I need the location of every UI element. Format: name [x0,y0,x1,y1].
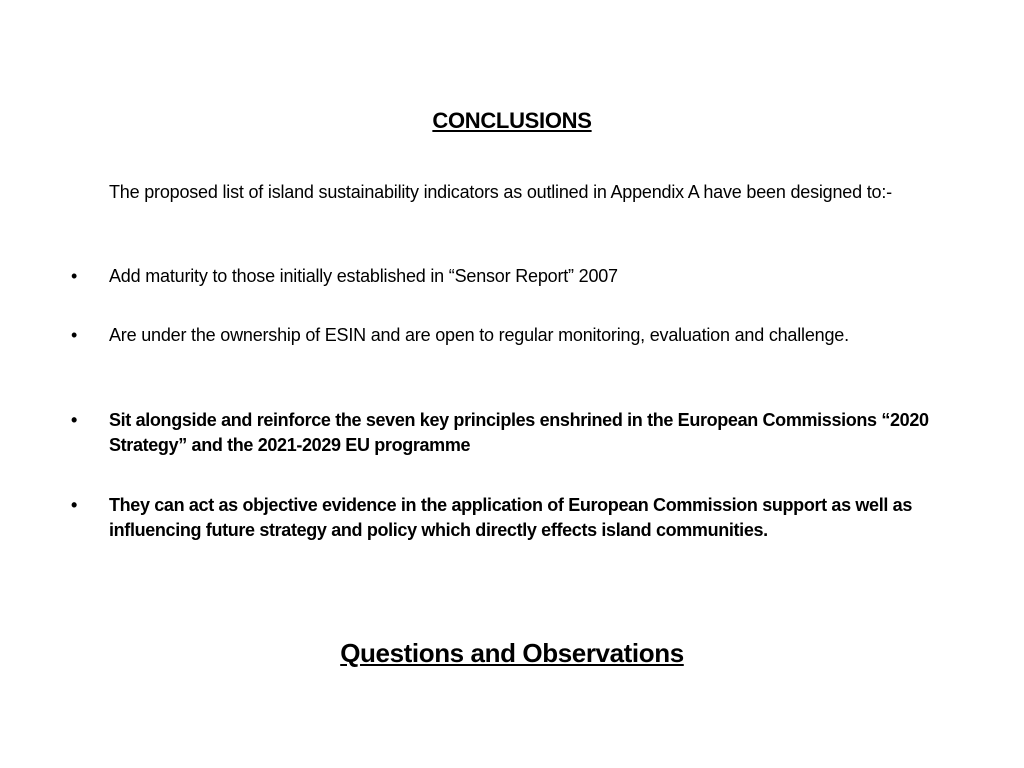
bullet-icon: • [71,266,78,286]
bullet-text: Are under the ownership of ESIN and are open to regular monitoring, evaluation and challenge. [109,325,849,345]
bullet-text: Add maturity to those initially established in “Sensor Report” 2007 [109,266,618,286]
intro-paragraph: The proposed list of island sustainability indicators as outlined in Appendix A have been designed to:- [109,182,892,202]
bullet-icon: • [71,495,77,515]
bullet-text: They can act as objective evidence in the application of European Commission support as well as influencing future strategy and policy which directly effects island communities. [109,495,912,540]
bullet-item [71,323,959,348]
closing-heading: Questions and Observations [340,638,684,668]
bullet-text: Sit alongside and reinforce the seven key principles enshrined in the European Commissions “2020 Strategy” and the 2021-2029 EU programme [109,410,929,455]
bullet-item [71,264,959,289]
bullet-icon: • [71,410,77,430]
bullet-item [71,408,959,458]
bullet-icon: • [71,325,78,345]
slide-title: CONCLUSIONS [432,108,592,133]
bullet-item [71,493,959,543]
